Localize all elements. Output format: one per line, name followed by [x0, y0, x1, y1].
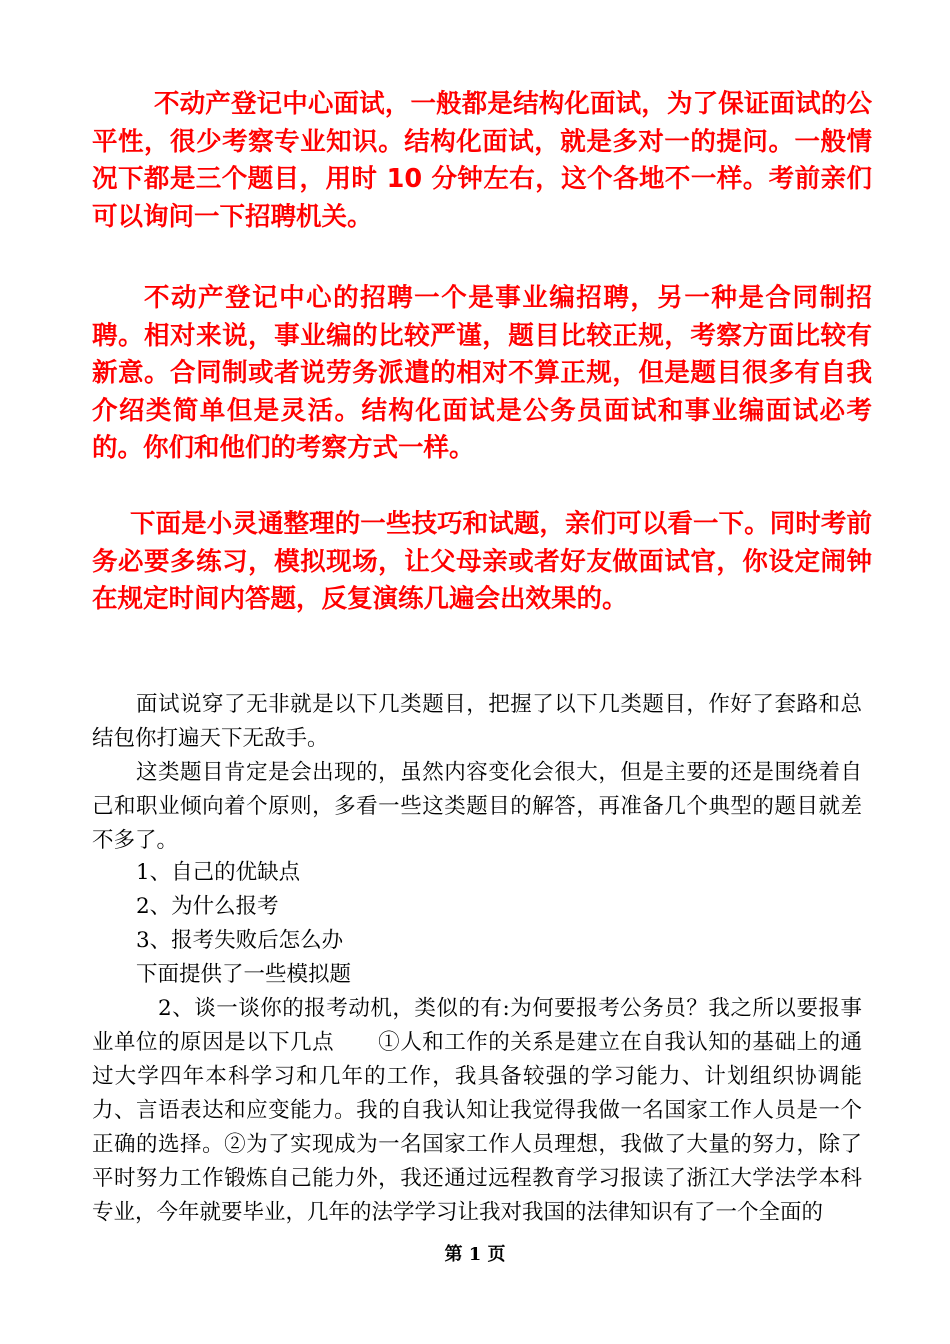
body-paragraph-motivation-answer: 2、谈一谈你的报考动机，类似的有:为何要报考公务员？我之所以要报事业单位的原因是以下几点 ①人和工作的关系是建立在自我认知的基础上的通过大学四年本科学习和几年的工作，我具备较强的学习能力、计划组织协调能力、言语表达和应变能力。我的自我认知让我觉得我做一名国家工作人员是一个正确的选择。②为了实现成为一名国家工作人员理想，我做了大量的努力，除了平时努力工作锻炼自己能力外，我还通过远程教育学习报读了浙江大学法学本科专业，今年就要毕业，几年的法学学习让我对我国的法律知识有了一个全面的: [92, 996, 862, 1225]
intro-paragraph-practice-tips: 下面是小灵通整理的一些技巧和试题，亲们可以看一下。同时考前务必要多练习，模拟现场，让父母亲或者好友做面试官，你设定闹钟在规定时间内答题，反复演练几遍会出效果的。: [92, 509, 872, 614]
list-item: 1、自己的优缺点: [136, 860, 301, 885]
list-item: 3、报考失败后怎么办: [136, 928, 344, 953]
page-number: 第 1 页: [444, 1244, 506, 1265]
intro-paragraph-recruitment-types: 不动产登记中心的招聘一个是事业编招聘，另一种是合同制招聘。相对来说，事业编的比较严谨，题目比较正规，考察方面比较有新意。合同制或者说劳务派遣的相对不算正规，但是题目很多有自我介绍类简单但是灵活。结构化面试是公务员面试和事业编面试必考的。你们和他们的考察方式一样。: [92, 283, 872, 463]
body-paragraph-self-related: 这类题目肯定是会出现的，虽然内容变化会很大，但是主要的还是围绕着自己和职业倾向着个原则，多看一些这类题目的解答，再准备几个典型的题目就差不多了。: [92, 760, 862, 853]
intro-paragraph-interview-format: 不动产登记中心面试，一般都是结构化面试，为了保证面试的公平性，很少考察专业知识。结构化面试，就是多对一的提问。一般情况下都是三个题目，用时 10 分钟左右，这个各地不一样。考前亲们可以询问一下招聘机关。: [92, 89, 872, 232]
body-paragraph-question-types: 面试说穿了无非就是以下几类题目，把握了以下几类题目，作好了套路和总结包你打遍天下无敌手。: [92, 692, 862, 751]
list-item: 下面提供了一些模拟题: [136, 962, 352, 987]
list-item: 2、为什么报考: [136, 894, 279, 919]
